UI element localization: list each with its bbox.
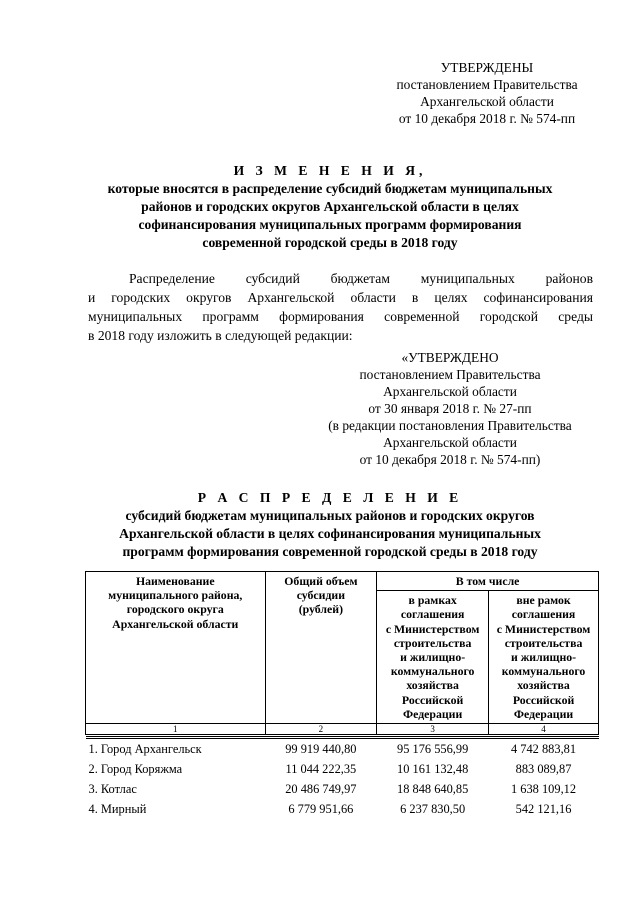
intro-line: муниципальных программ формирования современной городской среды [88,309,593,324]
cell-outside: 542 121,16 [515,801,572,816]
cell-within: 10 161 132,48 [397,761,469,776]
header-within: в рамках соглашения с Министерством строительства и жилищно- коммунального хозяйства Российской Федерации [377,591,489,724]
changes-heading [60,162,600,252]
approval2-line: Архангельской области [383,384,517,399]
intro-line: Распределение субсидий бюджетам муниципальных районов [129,271,593,286]
approval-block [362,59,612,127]
header-outside: вне рамок соглашения с Министерством строительства и жилищно- коммунального хозяйства Российской Федерации [489,591,599,724]
distribution-heading [60,489,600,561]
cell-total: 11 044 222,35 [285,761,357,776]
cell-within: 18 848 640,85 [397,781,469,796]
cell-outside: 1 638 109,12 [511,781,577,796]
table-row [86,779,599,799]
cell-total: 6 779 951,66 [288,801,354,816]
column-number: 3 [377,724,489,735]
changes-title: И З М Е Н Е Н И Я, [233,163,427,178]
approval2-title: «УТВЕРЖДЕНО [401,350,499,365]
changes-subtitle-line: софинансирования муниципальных программ формирования [138,217,522,232]
cell-within: 6 237 830,50 [400,801,466,816]
table-header-row [86,572,599,591]
column-number-row [86,724,599,735]
changes-subtitle-line: которые вносятся в распределение субсидий бюджетам муниципальных [107,181,553,196]
approval2-line: Архангельской области [383,435,517,450]
distribution-title: Р А С П Р Е Д Е Л Е Н И Е [197,490,463,505]
cell-name: 1. Город Архангельск [88,741,202,756]
intro-paragraph [88,269,593,345]
approval2-line: постановлением Правительства [359,367,541,382]
distribution-subtitle-line: субсидий бюджетам муниципальных районов и городских округов [125,508,535,523]
approval-title: УТВЕРЖДЕНЫ [440,60,534,75]
cell-outside: 883 089,87 [515,761,572,776]
distribution-subtitle-line: Архангельской области в целях софинансирования муниципальных [119,526,541,541]
header-total: Общий объем субсидии (рублей) [265,572,377,724]
table-row [86,799,599,819]
column-number: 4 [489,724,599,735]
approval-date: от 10 декабря 2018 г. № 574-пп [398,111,576,126]
distribution-table [85,571,599,819]
cell-name: 3. Котлас [88,781,137,796]
cell-name: 2. Город Коряжма [88,761,183,776]
approval-line: Архангельской области [420,94,554,109]
approval2-line: (в редакции постановления Правительства [328,418,572,433]
cell-total: 20 486 749,97 [285,781,357,796]
cell-outside: 4 742 883,81 [511,741,577,756]
changes-subtitle-line: современной городской среды в 2018 году [202,235,458,250]
cell-name: 4. Мирный [88,801,147,816]
header-including: В том числе [377,572,599,591]
table-row [86,759,599,779]
changes-subtitle-line: районов и городских округов Архангельской области в целях [141,199,519,214]
cell-within: 95 176 556,99 [397,741,469,756]
approval2-line: от 30 января 2018 г. № 27-пп [368,401,532,416]
table-row [86,738,599,760]
distribution-subtitle-line: программ формирования современной городской среды в 2018 году [122,544,538,559]
approval2-line: от 10 декабря 2018 г. № 574-пп) [359,452,541,467]
intro-line: и городских округов Архангельской области в целях софинансирования [88,290,593,305]
approval-block-2 [300,349,600,468]
column-number: 2 [265,724,377,735]
intro-line: в 2018 году изложить в следующей редакции: [88,328,353,343]
header-name: Наименование муниципального района, городского округа Архангельской области [86,572,266,724]
column-number: 1 [86,724,266,735]
approval-line: постановлением Правительства [396,77,578,92]
cell-total: 99 919 440,80 [285,741,357,756]
